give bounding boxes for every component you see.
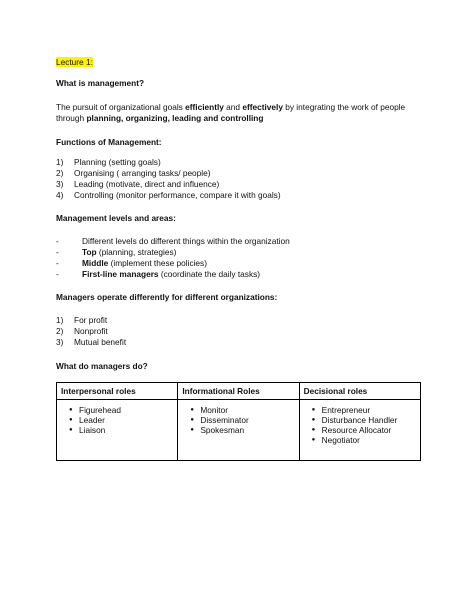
list-item: ● Figurehead bbox=[61, 405, 173, 415]
item-number: 2) bbox=[56, 168, 64, 178]
lecture-label bbox=[56, 57, 93, 68]
item-text: Controlling (monitor performance, compare it with goals) bbox=[74, 190, 281, 200]
definition-line-1 bbox=[56, 102, 405, 113]
item-text: Mutual benefit bbox=[74, 337, 127, 347]
function-item bbox=[56, 168, 211, 179]
item-text: Nonprofit bbox=[74, 326, 108, 336]
level-top-desc: (planning, strategies) bbox=[96, 247, 177, 257]
list-item: ● Liaison bbox=[61, 425, 173, 435]
orgs-heading bbox=[56, 292, 277, 303]
def-functions-bold: planning, organizing, leading and controlling bbox=[86, 113, 264, 123]
org-item bbox=[56, 315, 107, 326]
function-item bbox=[56, 190, 281, 201]
item-number: 1) bbox=[56, 157, 64, 167]
org-item bbox=[56, 326, 108, 337]
item-text: Organising ( arranging tasks/ people) bbox=[74, 168, 211, 178]
dash-marker: - bbox=[56, 236, 59, 246]
list-item: ● Disseminator bbox=[182, 415, 294, 425]
question-what-is-management bbox=[56, 78, 144, 89]
functions-heading bbox=[56, 137, 162, 148]
level-middle: Middle bbox=[82, 258, 109, 268]
level-item bbox=[56, 236, 290, 247]
level-middle-desc: (implement these policies) bbox=[108, 258, 207, 268]
question-what-do-managers-do bbox=[56, 361, 148, 372]
managerial-roles-table bbox=[56, 382, 421, 461]
function-item bbox=[56, 179, 219, 190]
functions-heading-text: Functions of Management: bbox=[56, 137, 162, 147]
item-number: 2) bbox=[56, 326, 64, 336]
list-item: ● Negotiator bbox=[304, 435, 416, 445]
dash-marker: - bbox=[56, 258, 59, 268]
list-item: ● Leader bbox=[61, 415, 173, 425]
lecture-label-highlight: Lecture 1: bbox=[56, 57, 93, 67]
list-item: ● Monitor bbox=[182, 405, 294, 415]
list-item: ● Spokesman bbox=[182, 425, 294, 435]
question-text: What do managers do? bbox=[56, 361, 148, 371]
cell-informational bbox=[178, 400, 299, 461]
def-text-e: by integrating the work of people bbox=[282, 102, 406, 112]
item-number: 3) bbox=[56, 337, 64, 347]
item-text: For profit bbox=[74, 315, 108, 325]
header-interpersonal: Interpersonal roles bbox=[57, 383, 178, 400]
item-number: 1) bbox=[56, 315, 64, 325]
cell-interpersonal bbox=[57, 400, 178, 461]
item-text: Leading (motivate, direct and influence) bbox=[74, 179, 220, 189]
cell-decisional bbox=[299, 400, 420, 461]
level-first-line-desc: (coordinate the daily tasks) bbox=[158, 269, 261, 279]
def-text-c: and bbox=[223, 102, 243, 112]
levels-heading-text: Management levels and areas: bbox=[56, 213, 176, 223]
function-item bbox=[56, 157, 161, 168]
level-item bbox=[56, 269, 260, 280]
item-number: 4) bbox=[56, 190, 64, 200]
dash-marker: - bbox=[56, 269, 59, 279]
level-item-text: Different levels do different things within the organization bbox=[82, 236, 290, 246]
def-text-through: through bbox=[56, 113, 87, 123]
level-first-line: First-line managers bbox=[82, 269, 159, 279]
def-efficiently: efficiently bbox=[185, 102, 224, 112]
list-item: ● Resource Allocator bbox=[304, 425, 416, 435]
dash-marker: - bbox=[56, 247, 59, 257]
orgs-heading-text: Managers operate differently for different organizations: bbox=[56, 292, 278, 302]
question-text: What is management? bbox=[56, 78, 145, 88]
list-item: ● Disturbance Handler bbox=[304, 415, 416, 425]
item-text: Planning (setting goals) bbox=[74, 157, 161, 167]
level-item bbox=[56, 258, 207, 269]
item-number: 3) bbox=[56, 179, 64, 189]
header-decisional: Decisional roles bbox=[299, 383, 420, 400]
table-header-row bbox=[57, 383, 421, 400]
level-item bbox=[56, 247, 176, 258]
levels-heading bbox=[56, 213, 176, 224]
def-effectively: effectively bbox=[242, 102, 283, 112]
level-top: Top bbox=[82, 247, 97, 257]
org-item bbox=[56, 337, 126, 348]
header-informational: Informational Roles bbox=[178, 383, 299, 400]
list-item: ● Entrepreneur bbox=[304, 405, 416, 415]
definition-line-2 bbox=[56, 113, 263, 124]
table-row bbox=[57, 400, 421, 461]
def-text-a: The pursuit of organizational goals bbox=[56, 102, 186, 112]
